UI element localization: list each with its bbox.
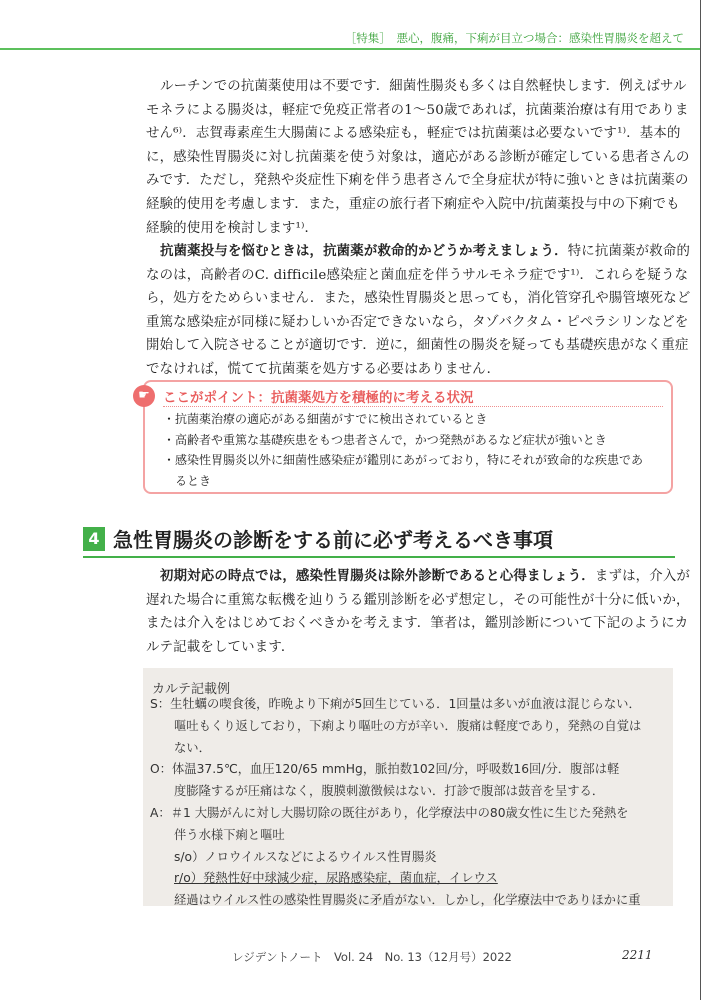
section-title: 急性胃腸炎の診断をする前に必ず考えるべき事項 bbox=[113, 528, 553, 552]
page-number: 2211 bbox=[622, 948, 653, 962]
note-line: 嘔吐もくり返しており，下痢より嘔吐の方が辛い．腹痛は軽度であり，発熱の自覚は bbox=[174, 718, 642, 733]
text-line: モネラによる腸炎は，軽症で免疫正常者の1～50歳であれば，抗菌薬治療は有用でありま bbox=[146, 102, 689, 118]
note-line: 伴う水様下痢と嘔吐 bbox=[174, 827, 285, 842]
running-header: ［特集］ 悪心，腹痛，下痢が目立つ場合：感染性胃腸炎を超えて bbox=[344, 31, 684, 45]
text: まずは，介入が bbox=[594, 569, 691, 584]
text-line: 経験的使用を検討します¹⁾． bbox=[146, 220, 319, 236]
list-item: ・抗菌薬治療の適応がある細菌がすでに検出されているとき bbox=[163, 412, 488, 426]
note-line: s/o）ノロウイルスなどによるウイルス性胃腸炎 bbox=[174, 849, 437, 864]
text-line: ルーチンでの抗菌薬使用は不要です．細菌性腸炎も多くは自然軽快します．例えばサル bbox=[160, 79, 687, 94]
section-number: 4 bbox=[83, 527, 105, 551]
note-line: 経過はウイルス性の感染性胃腸炎に矛盾がない．しかし，化学療法中でありほかに重 bbox=[174, 893, 641, 908]
list-item: ・高齢者や重篤な基礎疾患をもつ患者さんで，かつ発熱があるなど症状が強いとき bbox=[163, 432, 607, 447]
paragraph-3 bbox=[146, 565, 691, 659]
dotted-divider bbox=[163, 406, 663, 407]
paragraph-1 bbox=[146, 75, 690, 240]
section-rule bbox=[83, 556, 675, 558]
note-line: A：＃1 大腸がんに対し大腸切除の既往があり，化学療法中の80歳女性に生じた発熱を bbox=[150, 805, 629, 820]
bold-lead: 初期対応の時点では，感染性胃腸炎は除外診断であると心得ましょう． bbox=[160, 569, 595, 584]
chart-note-body bbox=[150, 694, 641, 912]
bold-lead: 抗菌薬投与を悩むときは，抗菌薬が救命的かどうか考えましょう． bbox=[160, 244, 568, 259]
note-line: O：体温37.5℃，血圧120/65 mmHg，脈拍数102回/分，呼吸数16回/分．腹部は軽 bbox=[150, 762, 620, 777]
text-line: でなければ，慌てて抗菌薬を処方する必要はありません． bbox=[146, 361, 501, 377]
header-rule bbox=[0, 48, 700, 50]
list-item: ・感染性胃腸炎以外に細菌性感染症が鑑別にあがっており，特にそれが致命的な疾患であ bbox=[163, 453, 644, 467]
journal-footer: レジデントノート Vol. 24 No. 13（12月号）2022 bbox=[232, 950, 512, 964]
note-line: S：生牡蠣の喫食後，昨晩より下痢が5回生じている．1回量は多いが血液は混じらない． bbox=[150, 697, 641, 711]
text-line: なのは，高齢者のC. difficile感染症と菌血症を伴うサルモネラ症です¹⁾．これらを疑うな bbox=[146, 267, 689, 283]
text-line: ルテ記載をしています． bbox=[146, 639, 295, 655]
note-line: ない． bbox=[174, 740, 211, 755]
point-list bbox=[163, 409, 643, 491]
text-line: または介入をはじめておくべきかを考えます．筆者は，鑑別診断について下記のようにカ bbox=[146, 616, 689, 632]
point-title: ここがポイント：抗菌薬処方を積極的に考える状況 bbox=[163, 390, 474, 406]
paragraph-2 bbox=[146, 240, 691, 382]
text-line: みです．ただし，発熱や炎症性下痢を伴う患者さんで全身症状が特に強いときは抗菌薬の bbox=[146, 173, 689, 189]
text-line: 重篤な感染症が同様に疑わしいか否定できないなら，タゾバクタム・ピペラシリンなどを bbox=[146, 314, 689, 330]
text-line: に，感染性胃腸炎に対し抗菌薬を使う対象は，適応がある診断が確定している患者さんの bbox=[146, 149, 690, 165]
text-line: 経験的使用を考慮します．また，重症の旅行者下痢症や入院中/抗菌薬投与中の下痢でも bbox=[146, 196, 680, 212]
text-line: ら，処方をためらいません．また，感染性胃腸炎と思っても，消化管穿孔や腸管壊死など bbox=[146, 291, 691, 307]
text-line: 遅れた場合に重篤な転機を辿りうる鑑別診断を必ず想定し，その可能性が十分に低いか， bbox=[146, 592, 690, 608]
text: 特に抗菌薬が救命的 bbox=[567, 244, 691, 259]
note-line: 度膨隆するが圧痛はなく，腹膜刺激徴候はない．打診で腹部は鼓音を呈する． bbox=[174, 784, 605, 799]
page-edge bbox=[700, 0, 701, 1000]
list-item-continued: るとき bbox=[175, 473, 212, 488]
text-line: せん⁶⁾．志賀毒素産生大腸菌による感染症も，軽症では抗菌薬は必要ないです¹⁾．基本的 bbox=[146, 126, 681, 142]
chart-note-title: カルテ記載例 bbox=[152, 682, 231, 697]
note-line-underlined: r/o）発熱性好中球減少症，尿路感染症，菌血症，イレウス bbox=[174, 871, 498, 886]
text-line: 開始して入院させることが適切です．逆に，細菌性の腸炎を疑っても基礎疾患がなく重症 bbox=[146, 338, 689, 354]
pointing-hand-icon: ☛ bbox=[133, 385, 155, 407]
